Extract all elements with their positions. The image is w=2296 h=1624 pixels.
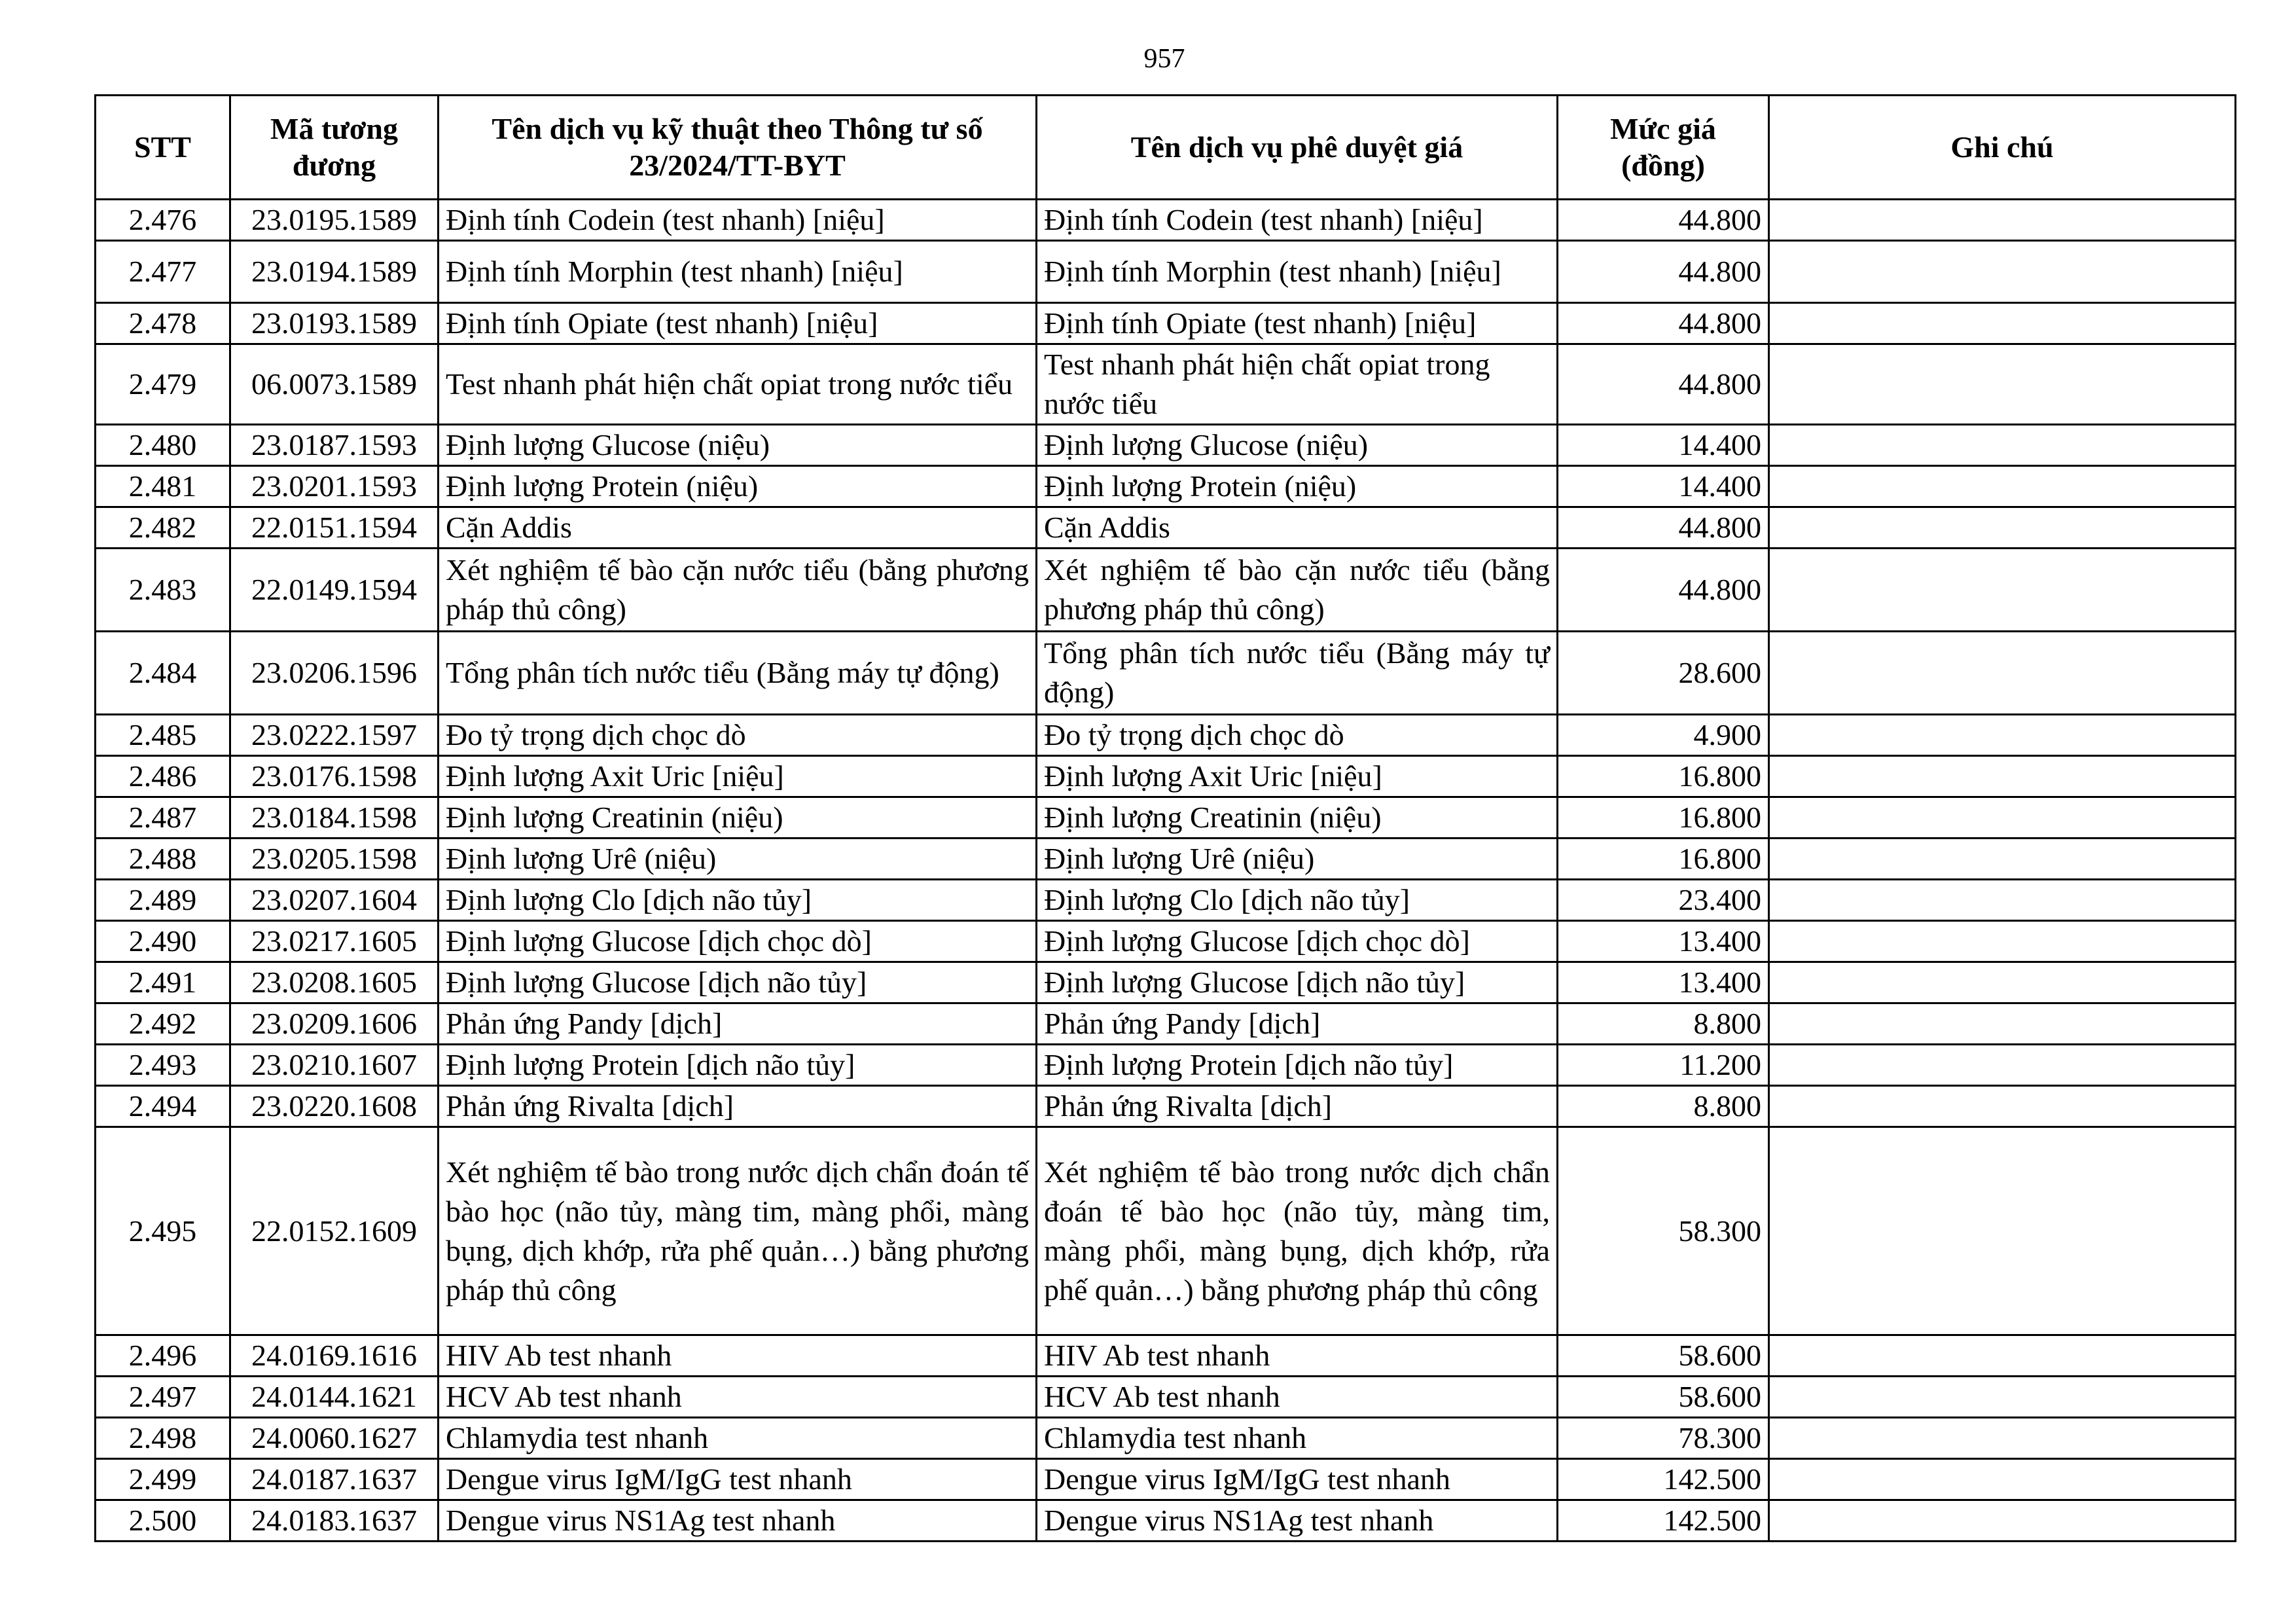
cell-tech-name: Tổng phân tích nước tiểu (Bằng máy tự động) — [439, 632, 1037, 715]
cell-price: 8.800 — [1558, 1086, 1769, 1127]
cell-code: 23.0184.1598 — [230, 797, 439, 839]
cell-approved-name: Định lượng Protein (niệu) — [1037, 466, 1558, 507]
cell-note — [1769, 549, 2236, 632]
cell-approved-name: Cặn Addis — [1037, 507, 1558, 549]
cell-code: 23.0193.1589 — [230, 303, 439, 344]
cell-approved-name: Định lượng Protein [dịch não tủy] — [1037, 1045, 1558, 1086]
cell-code: 23.0187.1593 — [230, 425, 439, 466]
cell-note — [1769, 1045, 2236, 1086]
cell-approved-name: Định tính Codein (test nhanh) [niệu] — [1037, 200, 1558, 241]
cell-approved-name: Dengue virus IgM/IgG test nhanh — [1037, 1459, 1558, 1500]
cell-price: 44.800 — [1558, 200, 1769, 241]
cell-note — [1769, 880, 2236, 921]
cell-price: 16.800 — [1558, 839, 1769, 880]
table-row — [96, 1418, 2236, 1459]
cell-tech-name: Test nhanh phát hiện chất opiat trong nước tiểu — [439, 344, 1037, 425]
cell-note — [1769, 797, 2236, 839]
cell-stt: 2.499 — [96, 1459, 230, 1500]
cell-price: 13.400 — [1558, 962, 1769, 1003]
cell-tech-name: Phản ứng Pandy [dịch] — [439, 1003, 1037, 1045]
cell-note — [1769, 1418, 2236, 1459]
cell-note — [1769, 1127, 2236, 1335]
cell-code: 22.0149.1594 — [230, 549, 439, 632]
cell-price: 16.800 — [1558, 756, 1769, 797]
cell-stt: 2.485 — [96, 715, 230, 756]
cell-note — [1769, 507, 2236, 549]
cell-note — [1769, 756, 2236, 797]
table-row — [96, 1045, 2236, 1086]
cell-approved-name: Định tính Morphin (test nhanh) [niệu] — [1037, 241, 1558, 303]
cell-approved-name: Định lượng Axit Uric [niệu] — [1037, 756, 1558, 797]
cell-note — [1769, 466, 2236, 507]
cell-tech-name: Định lượng Glucose (niệu) — [439, 425, 1037, 466]
table-header-row — [96, 96, 2236, 200]
cell-price: 78.300 — [1558, 1418, 1769, 1459]
table-row — [96, 1335, 2236, 1377]
cell-tech-name: Định tính Morphin (test nhanh) [niệu] — [439, 241, 1037, 303]
cell-tech-name: Xét nghiệm tế bào cặn nước tiểu (bằng phương pháp thủ công) — [439, 549, 1037, 632]
cell-tech-name: Định lượng Glucose [dịch chọc dò] — [439, 921, 1037, 962]
cell-tech-name: Dengue virus NS1Ag test nhanh — [439, 1500, 1037, 1542]
table-row — [96, 921, 2236, 962]
table-row — [96, 241, 2236, 303]
price-table — [94, 94, 2236, 1542]
cell-note — [1769, 632, 2236, 715]
cell-tech-name: Định tính Codein (test nhanh) [niệu] — [439, 200, 1037, 241]
cell-price: 28.600 — [1558, 632, 1769, 715]
cell-code: 24.0169.1616 — [230, 1335, 439, 1377]
cell-tech-name: Định lượng Clo [dịch não tủy] — [439, 880, 1037, 921]
page-number: 957 — [1143, 44, 1185, 74]
cell-code: 23.0217.1605 — [230, 921, 439, 962]
cell-note — [1769, 921, 2236, 962]
cell-stt: 2.489 — [96, 880, 230, 921]
table-row — [96, 715, 2236, 756]
header-code: Mã tương đương — [230, 96, 439, 200]
cell-approved-name: Định lượng Clo [dịch não tủy] — [1037, 880, 1558, 921]
header-approved-name: Tên dịch vụ phê duyệt giá — [1037, 96, 1558, 200]
table-row — [96, 549, 2236, 632]
table-row — [96, 1459, 2236, 1500]
cell-stt: 2.480 — [96, 425, 230, 466]
cell-tech-name: Định lượng Axit Uric [niệu] — [439, 756, 1037, 797]
cell-stt: 2.482 — [96, 507, 230, 549]
cell-code: 23.0210.1607 — [230, 1045, 439, 1086]
table-row — [96, 344, 2236, 425]
cell-tech-name: Xét nghiệm tế bào trong nước dịch chẩn đoán tế bào học (não tủy, màng tim, màng phổi, màng bụng, dịch khớp, rửa phế quản…) bằng phương pháp thủ công — [439, 1127, 1037, 1335]
cell-code: 23.0201.1593 — [230, 466, 439, 507]
cell-price: 58.300 — [1558, 1127, 1769, 1335]
table-row — [96, 839, 2236, 880]
table-row — [96, 1086, 2236, 1127]
cell-code: 23.0209.1606 — [230, 1003, 439, 1045]
cell-code: 23.0195.1589 — [230, 200, 439, 241]
table-row — [96, 1500, 2236, 1542]
cell-code: 22.0151.1594 — [230, 507, 439, 549]
table-row — [96, 507, 2236, 549]
cell-stt: 2.484 — [96, 632, 230, 715]
cell-note — [1769, 1003, 2236, 1045]
table-row — [96, 1377, 2236, 1418]
cell-stt: 2.481 — [96, 466, 230, 507]
cell-stt: 2.495 — [96, 1127, 230, 1335]
table-row — [96, 200, 2236, 241]
cell-tech-name: Đo tỷ trọng dịch chọc dò — [439, 715, 1037, 756]
cell-price: 4.900 — [1558, 715, 1769, 756]
cell-note — [1769, 715, 2236, 756]
cell-code: 23.0208.1605 — [230, 962, 439, 1003]
cell-stt: 2.478 — [96, 303, 230, 344]
cell-price: 44.800 — [1558, 303, 1769, 344]
cell-stt: 2.490 — [96, 921, 230, 962]
cell-code: 23.0194.1589 — [230, 241, 439, 303]
header-price: Mức giá (đồng) — [1558, 96, 1769, 200]
cell-note — [1769, 962, 2236, 1003]
cell-tech-name: Chlamydia test nhanh — [439, 1418, 1037, 1459]
cell-tech-name: Định lượng Glucose [dịch não tủy] — [439, 962, 1037, 1003]
cell-stt: 2.479 — [96, 344, 230, 425]
cell-approved-name: Xét nghiệm tế bào trong nước dịch chẩn đoán tế bào học (não tủy, màng tim, màng phổi, màng bụng, dịch khớp, rửa phế quản…) bằng phương pháp thủ công — [1037, 1127, 1558, 1335]
cell-approved-name: Chlamydia test nhanh — [1037, 1418, 1558, 1459]
cell-stt: 2.486 — [96, 756, 230, 797]
cell-code: 23.0176.1598 — [230, 756, 439, 797]
cell-price: 142.500 — [1558, 1500, 1769, 1542]
cell-price: 44.800 — [1558, 507, 1769, 549]
cell-tech-name: Định lượng Creatinin (niệu) — [439, 797, 1037, 839]
cell-approved-name: Định lượng Urê (niệu) — [1037, 839, 1558, 880]
cell-stt: 2.498 — [96, 1418, 230, 1459]
cell-price: 11.200 — [1558, 1045, 1769, 1086]
cell-approved-name: Định tính Opiate (test nhanh) [niệu] — [1037, 303, 1558, 344]
cell-code: 24.0144.1621 — [230, 1377, 439, 1418]
cell-note — [1769, 1086, 2236, 1127]
table-body — [96, 200, 2236, 1542]
cell-stt: 2.496 — [96, 1335, 230, 1377]
cell-approved-name: Phản ứng Rivalta [dịch] — [1037, 1086, 1558, 1127]
table-row — [96, 1003, 2236, 1045]
cell-approved-name: Xét nghiệm tế bào cặn nước tiểu (bằng phương pháp thủ công) — [1037, 549, 1558, 632]
cell-note — [1769, 839, 2236, 880]
table-row — [96, 797, 2236, 839]
cell-price: 13.400 — [1558, 921, 1769, 962]
cell-note — [1769, 1459, 2236, 1500]
cell-price: 44.800 — [1558, 241, 1769, 303]
cell-note — [1769, 425, 2236, 466]
cell-price: 14.400 — [1558, 425, 1769, 466]
table-row — [96, 880, 2236, 921]
cell-price: 16.800 — [1558, 797, 1769, 839]
cell-tech-name: Phản ứng Rivalta [dịch] — [439, 1086, 1037, 1127]
cell-note — [1769, 303, 2236, 344]
cell-approved-name: HCV Ab test nhanh — [1037, 1377, 1558, 1418]
table-row — [96, 632, 2236, 715]
cell-price: 23.400 — [1558, 880, 1769, 921]
cell-stt: 2.493 — [96, 1045, 230, 1086]
table-row — [96, 962, 2236, 1003]
cell-stt: 2.491 — [96, 962, 230, 1003]
cell-code: 24.0183.1637 — [230, 1500, 439, 1542]
cell-note — [1769, 241, 2236, 303]
cell-price: 44.800 — [1558, 344, 1769, 425]
cell-price: 142.500 — [1558, 1459, 1769, 1500]
cell-note — [1769, 1500, 2236, 1542]
cell-stt: 2.477 — [96, 241, 230, 303]
cell-stt: 2.494 — [96, 1086, 230, 1127]
cell-note — [1769, 1377, 2236, 1418]
cell-code: 23.0205.1598 — [230, 839, 439, 880]
cell-tech-name: HCV Ab test nhanh — [439, 1377, 1037, 1418]
cell-code: 22.0152.1609 — [230, 1127, 439, 1335]
cell-tech-name: HIV Ab test nhanh — [439, 1335, 1037, 1377]
cell-approved-name: Dengue virus NS1Ag test nhanh — [1037, 1500, 1558, 1542]
cell-price: 44.800 — [1558, 549, 1769, 632]
cell-stt: 2.488 — [96, 839, 230, 880]
cell-code: 24.0060.1627 — [230, 1418, 439, 1459]
cell-stt: 2.500 — [96, 1500, 230, 1542]
header-stt: STT — [96, 96, 230, 200]
cell-stt: 2.476 — [96, 200, 230, 241]
cell-stt: 2.497 — [96, 1377, 230, 1418]
cell-price: 58.600 — [1558, 1335, 1769, 1377]
cell-code: 23.0222.1597 — [230, 715, 439, 756]
cell-stt: 2.487 — [96, 797, 230, 839]
cell-price: 14.400 — [1558, 466, 1769, 507]
cell-code: 23.0220.1608 — [230, 1086, 439, 1127]
cell-tech-name: Cặn Addis — [439, 507, 1037, 549]
cell-approved-name: Định lượng Glucose [dịch não tủy] — [1037, 962, 1558, 1003]
table-row — [96, 303, 2236, 344]
cell-code: 23.0207.1604 — [230, 880, 439, 921]
cell-code: 06.0073.1589 — [230, 344, 439, 425]
cell-approved-name: HIV Ab test nhanh — [1037, 1335, 1558, 1377]
table-row — [96, 1127, 2236, 1335]
cell-tech-name: Dengue virus IgM/IgG test nhanh — [439, 1459, 1037, 1500]
cell-note — [1769, 1335, 2236, 1377]
cell-approved-name: Tổng phân tích nước tiểu (Bằng máy tự động) — [1037, 632, 1558, 715]
cell-stt: 2.492 — [96, 1003, 230, 1045]
cell-price: 8.800 — [1558, 1003, 1769, 1045]
cell-tech-name: Định tính Opiate (test nhanh) [niệu] — [439, 303, 1037, 344]
cell-note — [1769, 344, 2236, 425]
cell-approved-name: Test nhanh phát hiện chất opiat trong nước tiểu — [1037, 344, 1558, 425]
cell-approved-name: Định lượng Glucose (niệu) — [1037, 425, 1558, 466]
cell-tech-name: Định lượng Protein [dịch não tủy] — [439, 1045, 1037, 1086]
cell-approved-name: Đo tỷ trọng dịch chọc dò — [1037, 715, 1558, 756]
header-tech-name: Tên dịch vụ kỹ thuật theo Thông tư số 23/2024/TT-BYT — [439, 96, 1037, 200]
cell-code: 23.0206.1596 — [230, 632, 439, 715]
cell-approved-name: Định lượng Glucose [dịch chọc dò] — [1037, 921, 1558, 962]
table-row — [96, 425, 2236, 466]
cell-stt: 2.483 — [96, 549, 230, 632]
cell-approved-name: Định lượng Creatinin (niệu) — [1037, 797, 1558, 839]
header-note: Ghi chú — [1769, 96, 2236, 200]
cell-tech-name: Định lượng Protein (niệu) — [439, 466, 1037, 507]
table-row — [96, 756, 2236, 797]
table-row — [96, 466, 2236, 507]
cell-code: 24.0187.1637 — [230, 1459, 439, 1500]
cell-approved-name: Phản ứng Pandy [dịch] — [1037, 1003, 1558, 1045]
cell-tech-name: Định lượng Urê (niệu) — [439, 839, 1037, 880]
cell-note — [1769, 200, 2236, 241]
cell-price: 58.600 — [1558, 1377, 1769, 1418]
